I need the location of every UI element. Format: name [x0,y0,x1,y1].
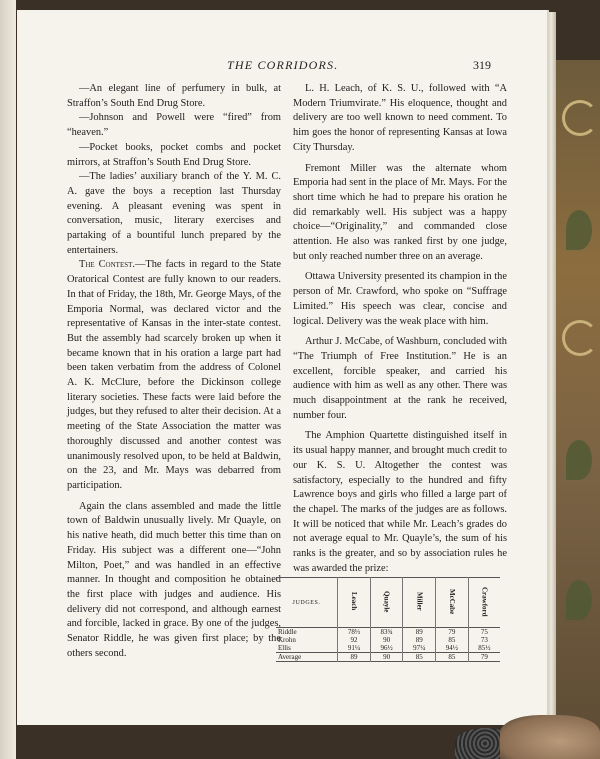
paragraph: Again the clans assembled and made the little town of Baldwin unusually lively. Mr Quayle, on his native heath, did much better this time than on Friday. His subject was a different one—“John Milton, Poet,” and was handled in an effective manner. In thought and composition he obtained the first place with judges and audience. His delivery did not correspond, and although earnest and forcible, lacked in grace. By one of the judges, Senator Riddle, he was given first place; by the others second. [67,500,281,659]
judge-name: Ellis [278,644,291,652]
table-cell: 89 [403,636,436,644]
table-cell: 79 [468,653,500,662]
holding-thumb [500,715,600,759]
swirl-ornament [562,100,598,136]
judge-name: Krohn [278,636,296,644]
leaf-ornament [566,440,592,480]
table-cell: 89 [338,653,371,662]
table-cell: 97¼ [403,644,436,653]
contest-text: —The facts in regard to the State Oratorical Contest are fully known to our readers. In that of Friday, the 18th, Mr. George Mays, of the Emporia Normal, was declared victor and the representative of Kansas in the inter-state contest. But the assembly had scarcely broken up when it became known that in his oration a large part had been taken verbatim from the address of Colonel A. K. McClure, before the Dickinson college literary societies. These facts were laid before the judges, but they refused to alter their decision. At a meeting of the State Association the matter was thoroughly discussed and another contest was unanimously resolved upon, to be held at Baldwin, on the 23, and Mr. Mays was debarred from participation. [67,259,281,491]
background-wallpaper [556,60,600,759]
swirl-ornament [562,320,598,356]
paragraph: —An elegant line of perfumery in bulk, at Straffon’s South End Drug Store. [67,83,281,109]
table-cell: 78⅓ [338,628,371,637]
table-row [276,628,500,637]
table-cell: 94½ [436,644,469,653]
judges-marks-table [276,577,500,662]
column-header: Leach [338,578,371,628]
paragraph: —The ladies’ auxiliary branch of the Y. M. C. A. gave the boys a reception last Thursday evening. A pleasant evening was spent in conversation, music, literary exercises and partaking of a bountiful lunch prepared by the entertainers. [67,171,281,256]
table-cell: 85 [403,653,436,662]
table-cell: 91¼ [338,644,371,653]
column-header: Crawford [468,578,500,628]
table-cell: 85½ [468,644,500,653]
table-cell: 85 [436,653,469,662]
paragraph: —Pocket books, pocket combs and pocket mirrors, at Straffon’s South End Drug Store. [67,141,281,168]
table-cell: 89 [403,628,436,637]
column-header: McCabe [436,578,469,628]
average-row [276,653,500,662]
table-cell: 96½ [370,644,403,653]
paragraph: Fremont Miller was the alternate whom Emporia had sent in the place of Mr. Mays. For the short time which he had to prepare his oration he did remarkably well. His subject was a happy choice—“Originality,” and commanded close attention. He also was ranked first by one judge, but only reached number three on an average. [293,162,507,262]
table-row [276,636,500,644]
paragraph: L. H. Leach, of K. S. U., followed with “A Modern Triumvirate.” His eloquence, thought and delivery are too well known to need comment. To him goes the honor of representing Kansas at Iowa City Thursday. [293,83,507,153]
judges-header: JUDGES. [292,599,321,606]
right-column [293,82,507,577]
paragraph: Ottawa University presented its champion in the person of Mr. Crawford, who spoke on “Suffrage Limited.” His speech was clear, concise and logical. Delivery was the weak place with him. [293,271,507,327]
table-cell: 92 [338,636,371,644]
contest-lead: The Contest. [79,259,135,271]
table-cell: 90 [370,653,403,662]
running-title: THE CORRIDORS. [227,58,339,72]
table-cell: 90 [370,636,403,644]
leaf-ornament [566,580,592,620]
paragraph: Arthur J. McCabe, of Washburn, concluded with “The Triumph of Free Institution.” He is an excellent, forcible speaker, and carried his audience with him as well as any other. There was much disappointment at the rank he received, number four. [293,336,507,421]
contest-paragraph [67,258,281,493]
left-column [67,82,281,661]
paragraph: The Amphion Quartette distinguished itself in its usual happy manner, and brought much credit to our K. S. U. Altogether the contest was satisfactory, especially to the hundred and fifty Lawrence boys and girls who filled a large part of the chapel. The marks of the judges are as follows. It will be noticed that while Mr. Leach’s grades do not average equal to Mr. Quayle’s, the sum of his ranks is the greater, and so by association rules he was awarded the prize: [293,430,507,574]
judge-name: Riddle [278,628,297,636]
average-label: Average [278,653,302,661]
facing-page-edge [0,0,16,759]
table-cell: 73 [468,636,500,644]
table-cell: 83¾ [370,628,403,637]
table-row [276,644,500,653]
leaf-ornament [566,210,592,250]
table-cell: 75 [468,628,500,637]
page-header [17,58,547,74]
page-stack-edge [547,12,556,724]
table-header-row [276,578,500,628]
table-cell: 79 [436,628,469,637]
column-header: Miller [403,578,436,628]
table-cell: 85 [436,636,469,644]
paragraph: —Johnson and Powell were “fired” from “heaven.” [67,112,281,139]
page-number: 319 [473,58,491,72]
column-header: Quayle [370,578,403,628]
